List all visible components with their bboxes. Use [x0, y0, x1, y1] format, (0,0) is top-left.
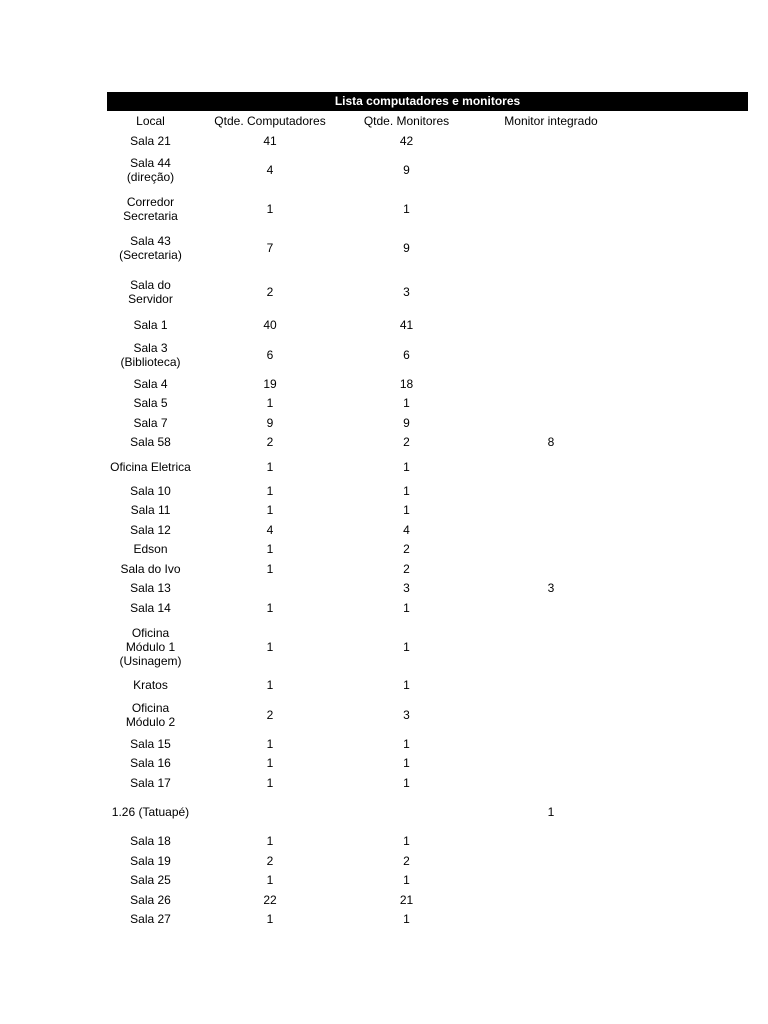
cell-computadores: 1	[266, 561, 274, 576]
table-row	[107, 871, 748, 891]
cell-empty	[635, 413, 748, 433]
cell-monitor-integrado	[467, 151, 635, 190]
cell-monitores: 2	[403, 853, 410, 868]
cell-monitores: 1	[403, 202, 410, 216]
cell-local: Sala 1	[133, 318, 168, 333]
table-row	[107, 559, 748, 579]
table-row	[107, 773, 748, 793]
header-monitores: Qtde. Monitores	[363, 114, 450, 128]
cell-local: Sala 21	[130, 133, 171, 148]
cell-empty	[635, 190, 748, 229]
table-row	[107, 268, 748, 316]
cell-empty	[635, 851, 748, 871]
cell-monitor-integrado: 8	[547, 435, 555, 450]
cell-local: Sala 10	[130, 483, 171, 498]
cell-computadores: 19	[263, 376, 277, 391]
table-row	[107, 851, 748, 871]
cell-computadores: 1	[266, 678, 274, 693]
cell-local: Sala 14	[130, 600, 171, 615]
cell-computadores: 7	[266, 241, 274, 255]
table-row	[107, 335, 748, 374]
cell-monitor-integrado	[467, 229, 635, 268]
cell-monitores: 3	[403, 284, 410, 299]
cell-empty	[635, 832, 748, 852]
table-row	[107, 316, 748, 336]
cell-empty	[635, 335, 748, 374]
cell-computadores	[194, 793, 346, 832]
cell-empty	[635, 754, 748, 774]
cell-local: Oficina Módulo 2	[125, 700, 176, 729]
cell-monitores: 1	[403, 396, 410, 411]
cell-monitor-integrado	[467, 481, 635, 501]
cell-local: Sala 58	[130, 435, 171, 450]
table-row	[107, 520, 748, 540]
cell-monitores: 1	[403, 678, 410, 693]
cell-computadores: 1	[266, 202, 274, 216]
cell-empty	[635, 268, 748, 316]
cell-monitores: 1	[403, 912, 410, 927]
cell-local: Sala 4	[133, 376, 168, 391]
cell-local: Sala 19	[130, 853, 171, 868]
cell-computadores: 4	[266, 522, 274, 537]
cell-local: Sala 11	[130, 503, 171, 518]
cell-monitores: 42	[399, 133, 414, 148]
cell-empty	[635, 374, 748, 394]
cell-monitores: 1	[403, 834, 410, 849]
cell-computadores: 2	[266, 707, 274, 722]
table-row	[107, 151, 748, 190]
table-row	[107, 890, 748, 910]
cell-monitor-integrado	[467, 413, 635, 433]
cell-empty	[635, 910, 748, 930]
cell-empty	[635, 481, 748, 501]
table-row	[107, 579, 748, 599]
cell-empty	[635, 559, 748, 579]
cell-empty	[635, 734, 748, 754]
table-row	[107, 190, 748, 229]
cell-empty	[635, 793, 748, 832]
cell-local: Sala 5	[133, 396, 168, 411]
cell-monitor-integrado	[467, 598, 635, 618]
cell-monitores: 2	[403, 542, 410, 557]
cell-monitor-integrado	[467, 335, 635, 374]
cell-monitores: 9	[403, 415, 410, 430]
cell-local: Sala 12	[130, 522, 171, 537]
cell-monitor-integrado	[467, 452, 635, 481]
cell-computadores: 2	[266, 284, 274, 299]
cell-empty	[635, 520, 748, 540]
cell-monitor-integrado	[467, 832, 635, 852]
cell-local: Oficina Eletrica	[110, 459, 191, 474]
table-row	[107, 695, 748, 734]
table-row	[107, 754, 748, 774]
cell-empty	[635, 540, 748, 560]
cell-monitores: 1	[403, 459, 410, 474]
cell-empty	[635, 316, 748, 336]
table-row	[107, 910, 748, 930]
cell-monitor-integrado	[467, 190, 635, 229]
cell-computadores: 1	[266, 459, 274, 474]
cell-empty	[635, 131, 748, 151]
cell-monitores: 18	[399, 376, 414, 391]
cell-local: Sala do Servidor	[128, 277, 173, 306]
cell-local: Sala 13	[130, 581, 171, 596]
cell-computadores: 1	[266, 873, 274, 888]
cell-computadores: 1	[266, 600, 274, 615]
cell-local: Sala 18	[130, 834, 171, 849]
cell-monitor-integrado: 3	[547, 581, 555, 596]
cell-monitor-integrado	[467, 374, 635, 394]
cell-monitor-integrado	[467, 871, 635, 891]
cell-local: Sala 17	[130, 775, 171, 790]
cell-computadores	[194, 579, 346, 599]
cell-computadores: 2	[266, 853, 274, 868]
cell-computadores: 1	[266, 483, 274, 498]
header-empty	[635, 111, 748, 131]
cell-monitores: 41	[399, 318, 414, 333]
cell-monitor-integrado	[467, 501, 635, 521]
cell-monitores: 1	[403, 736, 410, 751]
header-local: Local	[136, 114, 165, 128]
cell-local: Sala 16	[130, 756, 171, 771]
cell-monitores: 4	[403, 522, 410, 537]
cell-local: Sala 27	[130, 912, 171, 927]
cell-monitores: 1	[403, 775, 410, 790]
cell-computadores: 1	[266, 542, 274, 557]
table-row	[107, 433, 748, 453]
cell-monitores: 1	[403, 873, 410, 888]
cell-empty	[635, 579, 748, 599]
cell-local: Sala do Ivo	[120, 561, 181, 576]
cell-monitor-integrado	[467, 520, 635, 540]
cell-computadores: 1	[266, 756, 274, 771]
cell-monitores: 1	[403, 756, 410, 771]
cell-local: Corredor Secretaria	[123, 195, 178, 223]
cell-empty	[635, 433, 748, 453]
cell-monitores: 9	[403, 241, 410, 255]
cell-empty	[635, 452, 748, 481]
cell-empty	[635, 151, 748, 190]
cell-empty	[635, 773, 748, 793]
cell-computadores: 9	[266, 415, 274, 430]
cell-monitor-integrado	[467, 540, 635, 560]
table-row	[107, 394, 748, 414]
cell-local: Sala 3 (Biblioteca)	[120, 340, 181, 369]
header-monitor-integrado: Monitor integrado	[504, 114, 598, 128]
table-body	[107, 131, 748, 929]
cell-computadores: 1	[266, 736, 274, 751]
cell-local: Oficina Módulo 1 (Usinagem)	[119, 625, 182, 668]
table-row	[107, 374, 748, 394]
cell-empty	[635, 598, 748, 618]
spreadsheet-sheet	[107, 92, 748, 929]
cell-monitor-integrado: 1	[547, 805, 555, 819]
table-row	[107, 501, 748, 521]
table-row	[107, 734, 748, 754]
cell-computadores: 22	[263, 892, 277, 907]
cell-monitores: 2	[403, 435, 410, 450]
cell-empty	[635, 890, 748, 910]
cell-local: 1.26 (Tatuapé)	[111, 805, 190, 819]
cell-computadores: 1	[266, 775, 274, 790]
table-row	[107, 793, 748, 832]
inventory-table	[107, 111, 748, 929]
table-row	[107, 452, 748, 481]
cell-computadores: 6	[266, 347, 274, 362]
table-row	[107, 598, 748, 618]
cell-monitor-integrado	[467, 695, 635, 734]
table-row	[107, 540, 748, 560]
table-row	[107, 413, 748, 433]
cell-monitor-integrado	[467, 131, 635, 151]
cell-monitores: 1	[403, 600, 410, 615]
cell-monitor-integrado	[467, 316, 635, 336]
cell-empty	[635, 676, 748, 696]
cell-monitor-integrado	[467, 910, 635, 930]
cell-monitor-integrado	[467, 734, 635, 754]
cell-empty	[635, 618, 748, 676]
table-row	[107, 832, 748, 852]
cell-computadores: 1	[266, 834, 274, 849]
cell-computadores: 41	[263, 133, 277, 148]
cell-empty	[635, 229, 748, 268]
cell-computadores: 1	[266, 396, 274, 411]
cell-monitores: 1	[403, 639, 410, 654]
cell-computadores: 4	[266, 163, 274, 177]
cell-monitores	[346, 793, 467, 832]
header-computadores: Qtde. Computadores	[214, 114, 326, 128]
cell-monitores: 9	[403, 163, 410, 177]
cell-local: Sala 15	[130, 736, 171, 751]
cell-monitor-integrado	[467, 618, 635, 676]
cell-local: Sala 7	[133, 415, 168, 430]
cell-local: Sala 43 (Secretaria)	[119, 234, 182, 262]
cell-monitores: 21	[399, 892, 414, 907]
cell-computadores: 1	[266, 639, 274, 654]
cell-monitores: 2	[403, 561, 410, 576]
cell-monitor-integrado	[467, 394, 635, 414]
cell-local: Sala 26	[130, 892, 171, 907]
cell-monitores: 6	[403, 347, 410, 362]
cell-monitor-integrado	[467, 851, 635, 871]
table-row	[107, 229, 748, 268]
cell-local: Kratos	[133, 678, 168, 693]
cell-monitor-integrado	[467, 676, 635, 696]
cell-monitores: 1	[403, 503, 410, 518]
table-row	[107, 676, 748, 696]
table-title: Lista computadores e monitores	[107, 92, 748, 111]
cell-local: Sala 44 (direção)	[126, 156, 175, 184]
header-row	[107, 111, 748, 131]
cell-monitor-integrado	[467, 268, 635, 316]
table-row	[107, 481, 748, 501]
cell-empty	[635, 695, 748, 734]
cell-monitor-integrado	[467, 773, 635, 793]
cell-empty	[635, 394, 748, 414]
cell-monitores: 3	[403, 581, 410, 596]
cell-computadores: 2	[266, 435, 274, 450]
cell-computadores: 40	[263, 318, 277, 333]
cell-monitores: 1	[403, 483, 410, 498]
cell-computadores: 1	[266, 503, 274, 518]
cell-monitor-integrado	[467, 559, 635, 579]
cell-monitor-integrado	[467, 890, 635, 910]
cell-local: Sala 25	[130, 873, 171, 888]
cell-empty	[635, 871, 748, 891]
cell-monitor-integrado	[467, 754, 635, 774]
cell-local: Edson	[133, 542, 168, 557]
cell-computadores: 1	[266, 912, 274, 927]
cell-monitores: 3	[403, 707, 410, 722]
cell-empty	[635, 501, 748, 521]
table-row	[107, 131, 748, 151]
table-row	[107, 618, 748, 676]
